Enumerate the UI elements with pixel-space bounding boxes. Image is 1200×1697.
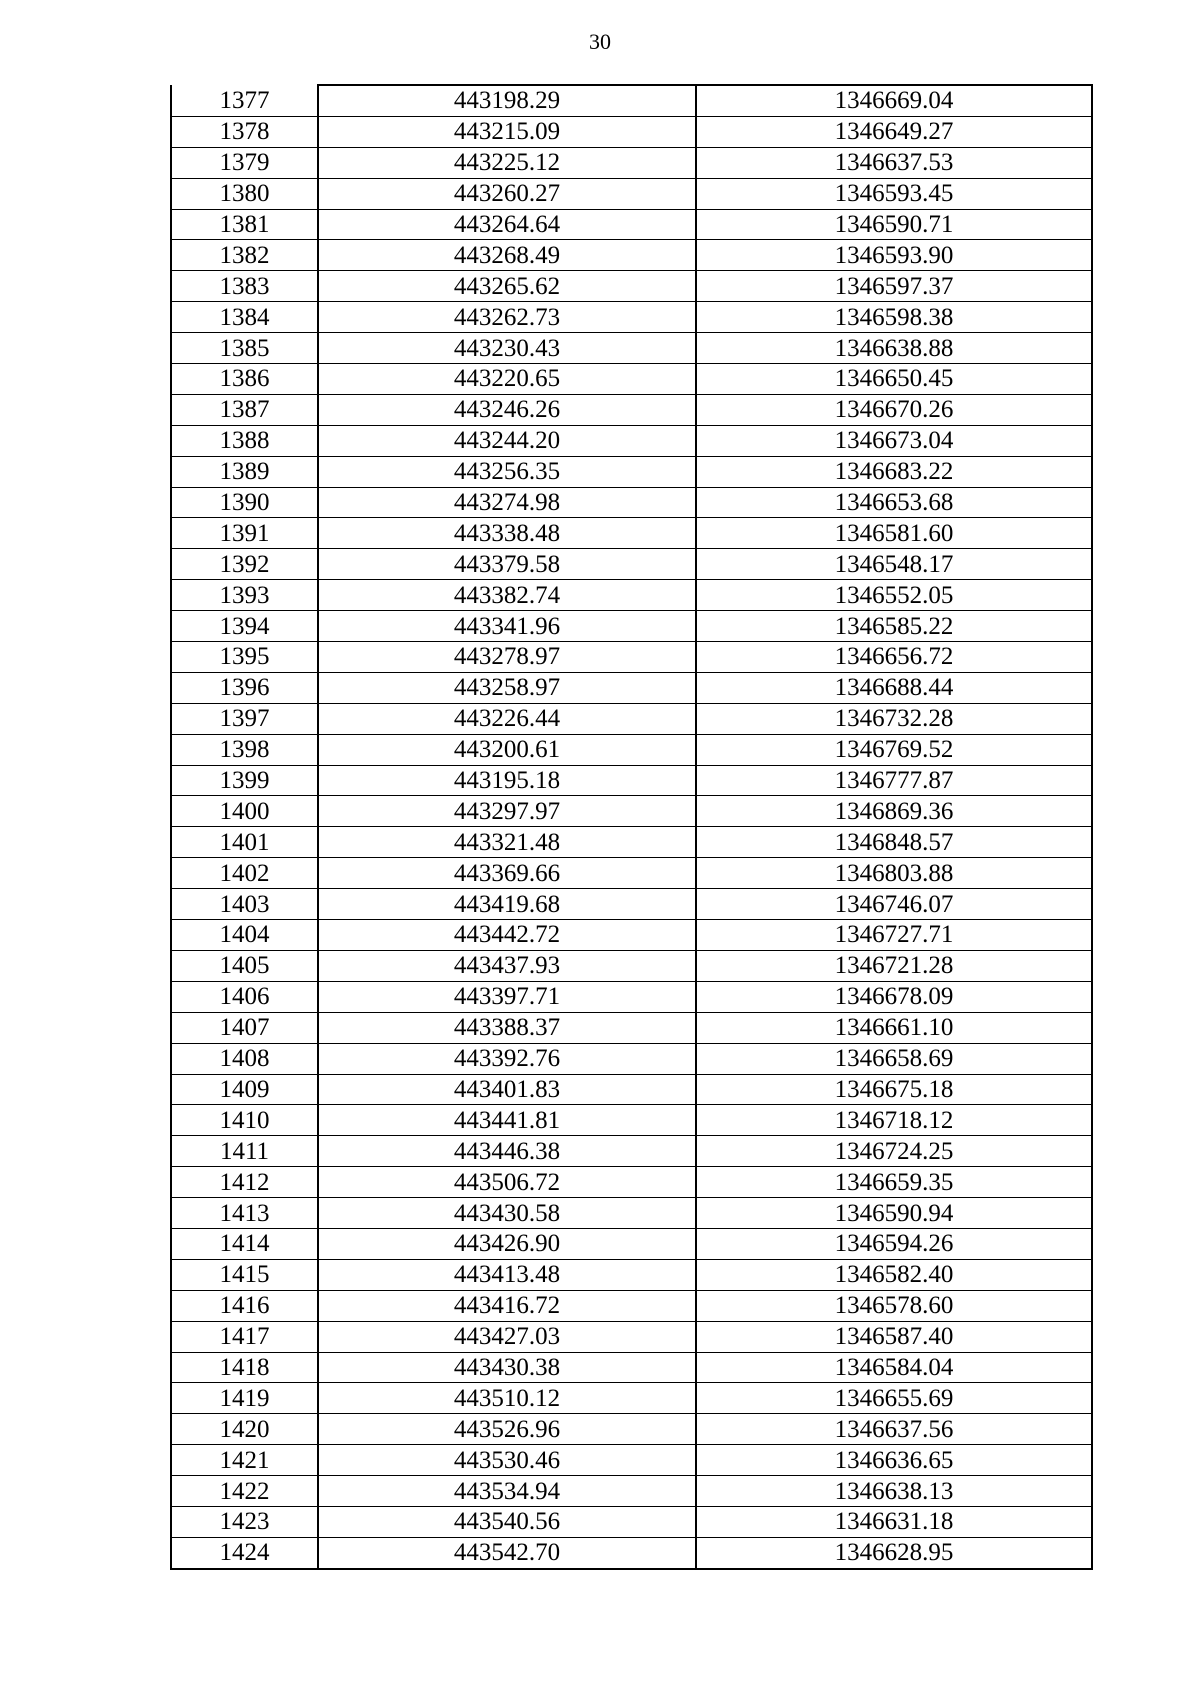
point-number-cell: 1420 bbox=[171, 1414, 318, 1445]
coordinates-table bbox=[170, 84, 1093, 1570]
x-coordinate-cell: 443369.66 bbox=[318, 858, 696, 889]
point-number-cell: 1413 bbox=[171, 1198, 318, 1229]
table-row bbox=[171, 1290, 1092, 1321]
point-number-cell: 1399 bbox=[171, 765, 318, 796]
x-coordinate-cell: 443426.90 bbox=[318, 1228, 696, 1259]
y-coordinate-cell: 1346678.09 bbox=[696, 981, 1092, 1012]
table-row bbox=[171, 271, 1092, 302]
point-number-cell: 1380 bbox=[171, 178, 318, 209]
x-coordinate-cell: 443441.81 bbox=[318, 1105, 696, 1136]
x-coordinate-cell: 443200.61 bbox=[318, 734, 696, 765]
point-number-cell: 1377 bbox=[171, 85, 318, 116]
y-coordinate-cell: 1346578.60 bbox=[696, 1290, 1092, 1321]
table-row bbox=[171, 364, 1092, 395]
table-row bbox=[171, 1105, 1092, 1136]
point-number-cell: 1412 bbox=[171, 1167, 318, 1198]
table-row bbox=[171, 487, 1092, 518]
y-coordinate-cell: 1346727.71 bbox=[696, 920, 1092, 951]
x-coordinate-cell: 443530.46 bbox=[318, 1445, 696, 1476]
y-coordinate-cell: 1346597.37 bbox=[696, 271, 1092, 302]
point-number-cell: 1379 bbox=[171, 147, 318, 178]
y-coordinate-cell: 1346582.40 bbox=[696, 1259, 1092, 1290]
point-number-cell: 1387 bbox=[171, 394, 318, 425]
y-coordinate-cell: 1346661.10 bbox=[696, 1012, 1092, 1043]
x-coordinate-cell: 443220.65 bbox=[318, 364, 696, 395]
y-coordinate-cell: 1346721.28 bbox=[696, 950, 1092, 981]
x-coordinate-cell: 443540.56 bbox=[318, 1506, 696, 1537]
table-row bbox=[171, 456, 1092, 487]
point-number-cell: 1417 bbox=[171, 1321, 318, 1352]
point-number-cell: 1378 bbox=[171, 116, 318, 147]
y-coordinate-cell: 1346584.04 bbox=[696, 1352, 1092, 1383]
table-row bbox=[171, 672, 1092, 703]
x-coordinate-cell: 443401.83 bbox=[318, 1074, 696, 1105]
table-row bbox=[171, 1043, 1092, 1074]
table-row bbox=[171, 703, 1092, 734]
y-coordinate-cell: 1346594.26 bbox=[696, 1228, 1092, 1259]
point-number-cell: 1423 bbox=[171, 1506, 318, 1537]
table-row bbox=[171, 178, 1092, 209]
y-coordinate-cell: 1346732.28 bbox=[696, 703, 1092, 734]
point-number-cell: 1386 bbox=[171, 364, 318, 395]
x-coordinate-cell: 443392.76 bbox=[318, 1043, 696, 1074]
x-coordinate-cell: 443258.97 bbox=[318, 672, 696, 703]
y-coordinate-cell: 1346653.68 bbox=[696, 487, 1092, 518]
x-coordinate-cell: 443442.72 bbox=[318, 920, 696, 951]
point-number-cell: 1403 bbox=[171, 889, 318, 920]
x-coordinate-cell: 443265.62 bbox=[318, 271, 696, 302]
table-row bbox=[171, 85, 1092, 116]
table-row bbox=[171, 302, 1092, 333]
table-row bbox=[171, 1012, 1092, 1043]
point-number-cell: 1409 bbox=[171, 1074, 318, 1105]
y-coordinate-cell: 1346548.17 bbox=[696, 549, 1092, 580]
x-coordinate-cell: 443321.48 bbox=[318, 827, 696, 858]
y-coordinate-cell: 1346631.18 bbox=[696, 1506, 1092, 1537]
y-coordinate-cell: 1346656.72 bbox=[696, 642, 1092, 673]
table-row bbox=[171, 1198, 1092, 1229]
table-row bbox=[171, 147, 1092, 178]
x-coordinate-cell: 443416.72 bbox=[318, 1290, 696, 1321]
table-row bbox=[171, 920, 1092, 951]
table-row bbox=[171, 1167, 1092, 1198]
x-coordinate-cell: 443278.97 bbox=[318, 642, 696, 673]
x-coordinate-cell: 443430.58 bbox=[318, 1198, 696, 1229]
y-coordinate-cell: 1346593.90 bbox=[696, 240, 1092, 271]
coordinates-table-body bbox=[171, 85, 1092, 1569]
point-number-cell: 1388 bbox=[171, 425, 318, 456]
point-number-cell: 1416 bbox=[171, 1290, 318, 1321]
point-number-cell: 1418 bbox=[171, 1352, 318, 1383]
y-coordinate-cell: 1346777.87 bbox=[696, 765, 1092, 796]
table-row bbox=[171, 1259, 1092, 1290]
y-coordinate-cell: 1346638.88 bbox=[696, 333, 1092, 364]
x-coordinate-cell: 443437.93 bbox=[318, 950, 696, 981]
x-coordinate-cell: 443388.37 bbox=[318, 1012, 696, 1043]
point-number-cell: 1402 bbox=[171, 858, 318, 889]
y-coordinate-cell: 1346803.88 bbox=[696, 858, 1092, 889]
x-coordinate-cell: 443274.98 bbox=[318, 487, 696, 518]
table-row bbox=[171, 1445, 1092, 1476]
y-coordinate-cell: 1346669.04 bbox=[696, 85, 1092, 116]
point-number-cell: 1383 bbox=[171, 271, 318, 302]
table-row bbox=[171, 1352, 1092, 1383]
y-coordinate-cell: 1346746.07 bbox=[696, 889, 1092, 920]
x-coordinate-cell: 443510.12 bbox=[318, 1383, 696, 1414]
x-coordinate-cell: 443526.96 bbox=[318, 1414, 696, 1445]
table-row bbox=[171, 116, 1092, 147]
point-number-cell: 1410 bbox=[171, 1105, 318, 1136]
point-number-cell: 1398 bbox=[171, 734, 318, 765]
x-coordinate-cell: 443419.68 bbox=[318, 889, 696, 920]
y-coordinate-cell: 1346848.57 bbox=[696, 827, 1092, 858]
table-row bbox=[171, 1506, 1092, 1537]
y-coordinate-cell: 1346655.69 bbox=[696, 1383, 1092, 1414]
x-coordinate-cell: 443382.74 bbox=[318, 580, 696, 611]
y-coordinate-cell: 1346649.27 bbox=[696, 116, 1092, 147]
y-coordinate-cell: 1346718.12 bbox=[696, 1105, 1092, 1136]
x-coordinate-cell: 443198.29 bbox=[318, 85, 696, 116]
x-coordinate-cell: 443427.03 bbox=[318, 1321, 696, 1352]
table-row bbox=[171, 642, 1092, 673]
point-number-cell: 1401 bbox=[171, 827, 318, 858]
table-row bbox=[171, 1537, 1092, 1568]
x-coordinate-cell: 443225.12 bbox=[318, 147, 696, 178]
point-number-cell: 1395 bbox=[171, 642, 318, 673]
x-coordinate-cell: 443262.73 bbox=[318, 302, 696, 333]
y-coordinate-cell: 1346585.22 bbox=[696, 611, 1092, 642]
point-number-cell: 1392 bbox=[171, 549, 318, 580]
table-row bbox=[171, 1476, 1092, 1507]
y-coordinate-cell: 1346637.56 bbox=[696, 1414, 1092, 1445]
y-coordinate-cell: 1346673.04 bbox=[696, 425, 1092, 456]
y-coordinate-cell: 1346670.26 bbox=[696, 394, 1092, 425]
y-coordinate-cell: 1346683.22 bbox=[696, 456, 1092, 487]
table-row bbox=[171, 333, 1092, 364]
point-number-cell: 1389 bbox=[171, 456, 318, 487]
point-number-cell: 1408 bbox=[171, 1043, 318, 1074]
point-number-cell: 1415 bbox=[171, 1259, 318, 1290]
point-number-cell: 1419 bbox=[171, 1383, 318, 1414]
y-coordinate-cell: 1346769.52 bbox=[696, 734, 1092, 765]
point-number-cell: 1382 bbox=[171, 240, 318, 271]
y-coordinate-cell: 1346636.65 bbox=[696, 1445, 1092, 1476]
table-row bbox=[171, 425, 1092, 456]
table-row bbox=[171, 889, 1092, 920]
y-coordinate-cell: 1346869.36 bbox=[696, 796, 1092, 827]
point-number-cell: 1422 bbox=[171, 1476, 318, 1507]
y-coordinate-cell: 1346590.71 bbox=[696, 209, 1092, 240]
table-row bbox=[171, 796, 1092, 827]
table-row bbox=[171, 1383, 1092, 1414]
table-row bbox=[171, 1136, 1092, 1167]
x-coordinate-cell: 443195.18 bbox=[318, 765, 696, 796]
table-row bbox=[171, 858, 1092, 889]
x-coordinate-cell: 443413.48 bbox=[318, 1259, 696, 1290]
y-coordinate-cell: 1346590.94 bbox=[696, 1198, 1092, 1229]
x-coordinate-cell: 443534.94 bbox=[318, 1476, 696, 1507]
x-coordinate-cell: 443542.70 bbox=[318, 1537, 696, 1568]
y-coordinate-cell: 1346637.53 bbox=[696, 147, 1092, 178]
y-coordinate-cell: 1346581.60 bbox=[696, 518, 1092, 549]
table-row bbox=[171, 240, 1092, 271]
x-coordinate-cell: 443338.48 bbox=[318, 518, 696, 549]
point-number-cell: 1393 bbox=[171, 580, 318, 611]
table-row bbox=[171, 1074, 1092, 1105]
y-coordinate-cell: 1346688.44 bbox=[696, 672, 1092, 703]
x-coordinate-cell: 443430.38 bbox=[318, 1352, 696, 1383]
x-coordinate-cell: 443215.09 bbox=[318, 116, 696, 147]
point-number-cell: 1407 bbox=[171, 1012, 318, 1043]
point-number-cell: 1421 bbox=[171, 1445, 318, 1476]
point-number-cell: 1394 bbox=[171, 611, 318, 642]
x-coordinate-cell: 443379.58 bbox=[318, 549, 696, 580]
table-row bbox=[171, 950, 1092, 981]
point-number-cell: 1385 bbox=[171, 333, 318, 364]
x-coordinate-cell: 443506.72 bbox=[318, 1167, 696, 1198]
table-row bbox=[171, 394, 1092, 425]
y-coordinate-cell: 1346658.69 bbox=[696, 1043, 1092, 1074]
table-row bbox=[171, 765, 1092, 796]
x-coordinate-cell: 443230.43 bbox=[318, 333, 696, 364]
x-coordinate-cell: 443297.97 bbox=[318, 796, 696, 827]
point-number-cell: 1390 bbox=[171, 487, 318, 518]
x-coordinate-cell: 443341.96 bbox=[318, 611, 696, 642]
table-row bbox=[171, 827, 1092, 858]
x-coordinate-cell: 443268.49 bbox=[318, 240, 696, 271]
x-coordinate-cell: 443260.27 bbox=[318, 178, 696, 209]
x-coordinate-cell: 443226.44 bbox=[318, 703, 696, 734]
x-coordinate-cell: 443256.35 bbox=[318, 456, 696, 487]
point-number-cell: 1400 bbox=[171, 796, 318, 827]
table-row bbox=[171, 580, 1092, 611]
table-row bbox=[171, 209, 1092, 240]
y-coordinate-cell: 1346659.35 bbox=[696, 1167, 1092, 1198]
table-row bbox=[171, 981, 1092, 1012]
table-row bbox=[171, 1414, 1092, 1445]
y-coordinate-cell: 1346675.18 bbox=[696, 1074, 1092, 1105]
point-number-cell: 1411 bbox=[171, 1136, 318, 1167]
x-coordinate-cell: 443264.64 bbox=[318, 209, 696, 240]
y-coordinate-cell: 1346587.40 bbox=[696, 1321, 1092, 1352]
point-number-cell: 1381 bbox=[171, 209, 318, 240]
table-row bbox=[171, 1321, 1092, 1352]
y-coordinate-cell: 1346628.95 bbox=[696, 1537, 1092, 1568]
table-row bbox=[171, 549, 1092, 580]
point-number-cell: 1391 bbox=[171, 518, 318, 549]
y-coordinate-cell: 1346552.05 bbox=[696, 580, 1092, 611]
point-number-cell: 1404 bbox=[171, 920, 318, 951]
y-coordinate-cell: 1346724.25 bbox=[696, 1136, 1092, 1167]
y-coordinate-cell: 1346650.45 bbox=[696, 364, 1092, 395]
y-coordinate-cell: 1346598.38 bbox=[696, 302, 1092, 333]
table-row bbox=[171, 734, 1092, 765]
x-coordinate-cell: 443397.71 bbox=[318, 981, 696, 1012]
point-number-cell: 1405 bbox=[171, 950, 318, 981]
point-number-cell: 1396 bbox=[171, 672, 318, 703]
point-number-cell: 1384 bbox=[171, 302, 318, 333]
y-coordinate-cell: 1346638.13 bbox=[696, 1476, 1092, 1507]
point-number-cell: 1414 bbox=[171, 1228, 318, 1259]
page-number: 30 bbox=[589, 29, 611, 54]
point-number-cell: 1397 bbox=[171, 703, 318, 734]
table-row bbox=[171, 1228, 1092, 1259]
x-coordinate-cell: 443446.38 bbox=[318, 1136, 696, 1167]
point-number-cell: 1424 bbox=[171, 1537, 318, 1568]
x-coordinate-cell: 443246.26 bbox=[318, 394, 696, 425]
y-coordinate-cell: 1346593.45 bbox=[696, 178, 1092, 209]
table-row bbox=[171, 518, 1092, 549]
table-row bbox=[171, 611, 1092, 642]
point-number-cell: 1406 bbox=[171, 981, 318, 1012]
x-coordinate-cell: 443244.20 bbox=[318, 425, 696, 456]
